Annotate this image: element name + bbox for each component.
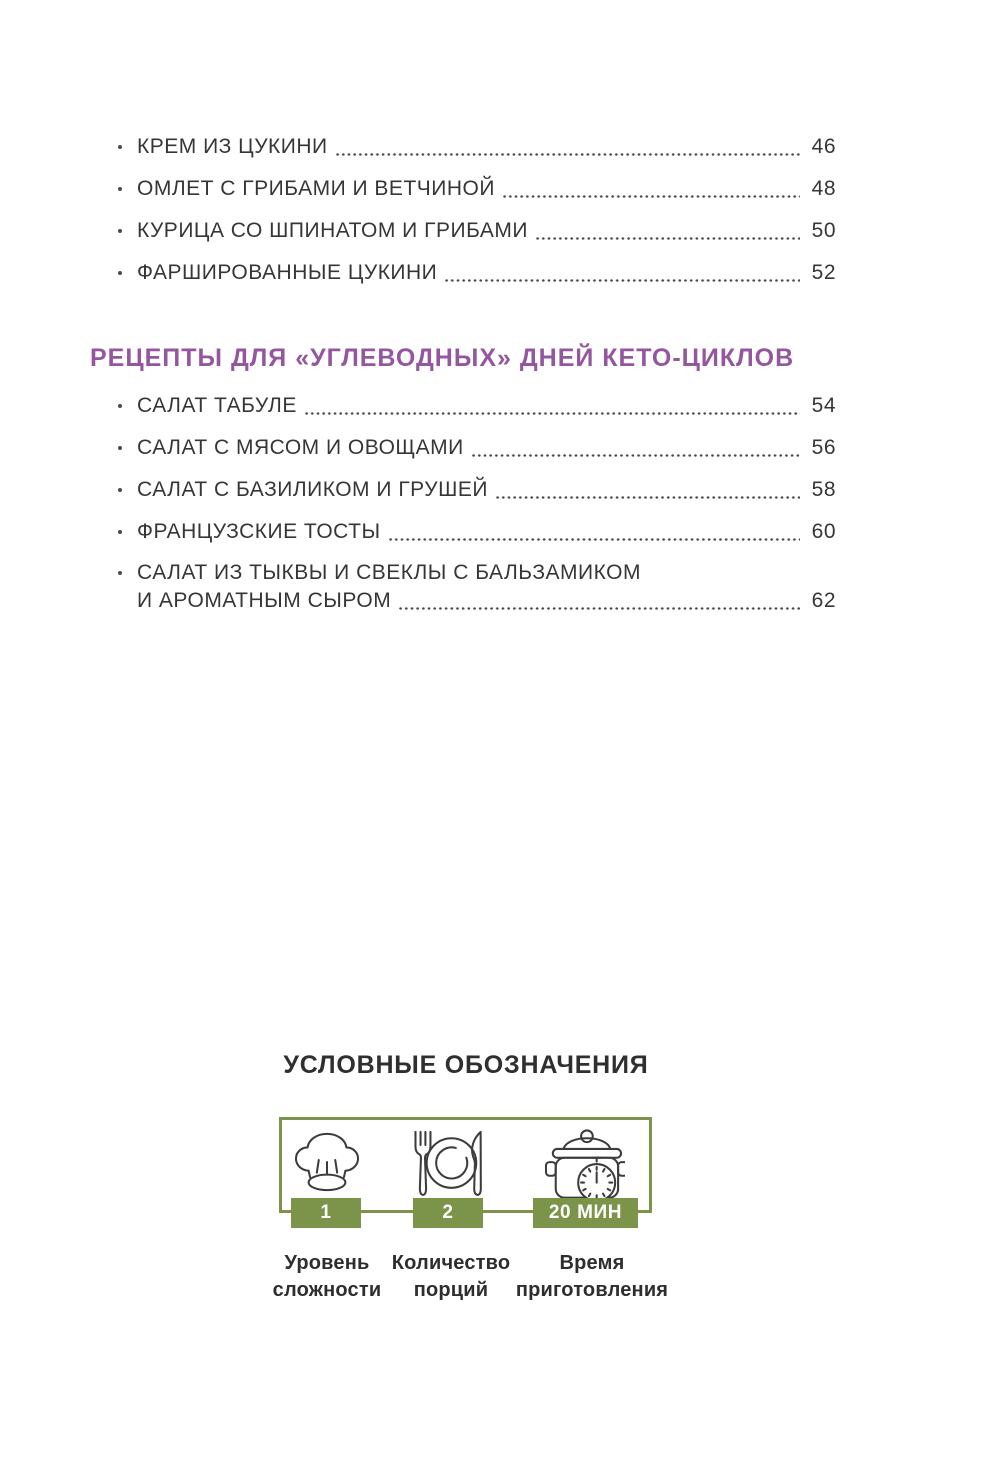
toc-item[interactable] xyxy=(118,168,836,210)
toc-item[interactable] xyxy=(118,587,836,615)
toc-item-title: И АРОМАТНЫМ СЫРОМ xyxy=(137,589,392,612)
toc-item-title: САЛАТ ТАБУЛЕ xyxy=(137,394,297,417)
toc-item-title: САЛАТ С МЯСОМ И ОВОЩАМИ xyxy=(137,436,464,459)
toc-item-page: 46 xyxy=(811,135,836,158)
legend-label-line: Количество xyxy=(391,1252,511,1274)
dotted-leader xyxy=(381,511,806,553)
bullet-icon xyxy=(118,488,137,492)
toc-item-title: ФРАНЦУЗСКИЕ ТОСТЫ xyxy=(137,520,381,543)
toc-item-title: ОМЛЕТ С ГРИБАМИ И ВЕТЧИНОЙ xyxy=(137,177,495,200)
toc-item[interactable] xyxy=(118,385,836,427)
toc-item[interactable] xyxy=(118,469,836,511)
toc-item-page: 54 xyxy=(811,394,836,417)
servings-badge xyxy=(413,1198,483,1228)
dotted-leader xyxy=(488,469,806,511)
servings-badge-value: 2 xyxy=(442,1202,454,1223)
bullet-icon xyxy=(118,187,137,191)
dotted-leader xyxy=(391,587,806,615)
toc-section-keto-recipes xyxy=(118,126,836,294)
toc-section-carb-day-recipes xyxy=(118,385,836,615)
legend-label-line: сложности xyxy=(272,1279,382,1301)
plate-cutlery-icon xyxy=(411,1128,489,1203)
time-badge xyxy=(533,1198,638,1228)
bullet-icon xyxy=(118,145,137,149)
toc-item[interactable] xyxy=(118,427,836,469)
toc-item-page: 48 xyxy=(811,177,836,200)
toc-item-page: 52 xyxy=(811,261,836,284)
toc-item-page: 50 xyxy=(811,219,836,242)
dotted-leader xyxy=(464,427,806,469)
difficulty-badge xyxy=(291,1198,361,1228)
legend-label-cooking-time xyxy=(482,1250,702,1304)
toc-item-page: 56 xyxy=(811,436,836,459)
time-badge-value: 20 МИН xyxy=(548,1202,623,1223)
dotted-leader xyxy=(495,168,806,210)
legend-heading: УСЛОВНЫЕ ОБОЗНАЧЕНИЯ xyxy=(283,1051,649,1079)
legend-label-line: порций xyxy=(413,1279,489,1301)
toc-item[interactable] xyxy=(118,210,836,252)
toc-item-page: 58 xyxy=(811,478,836,501)
bullet-icon xyxy=(118,229,137,233)
dotted-leader xyxy=(297,385,806,427)
bullet-icon xyxy=(118,530,137,534)
section-heading-carb-days: РЕЦЕПТЫ ДЛЯ «УГЛЕВОДНЫХ» ДНЕЙ КЕТО-ЦИКЛОВ xyxy=(90,344,795,372)
toc-item-title: САЛАТ С БАЗИЛИКОМ И ГРУШЕЙ xyxy=(137,478,488,501)
difficulty-badge-value: 1 xyxy=(320,1202,332,1223)
bullet-icon xyxy=(118,446,137,450)
dotted-leader xyxy=(328,126,806,168)
toc-item[interactable] xyxy=(118,559,836,587)
toc-item-page: 60 xyxy=(811,520,836,543)
dotted-leader xyxy=(437,252,806,294)
toc-item-title: САЛАТ ИЗ ТЫКВЫ И СВЕКЛЫ С БАЛЬЗАМИКОМ xyxy=(137,561,641,584)
bullet-icon xyxy=(118,271,137,275)
toc-item-title: ФАРШИРОВАННЫЕ ЦУКИНИ xyxy=(137,261,438,284)
bullet-icon xyxy=(118,571,137,575)
chef-hat-icon xyxy=(292,1130,362,1199)
toc-item-title: КРЕМ ИЗ ЦУКИНИ xyxy=(137,135,328,158)
toc-item[interactable] xyxy=(118,252,836,294)
toc-item[interactable] xyxy=(118,126,836,168)
toc-item-page: 62 xyxy=(811,589,836,612)
dotted-leader xyxy=(528,210,806,252)
legend-label-line: Время xyxy=(559,1252,625,1274)
toc-item-title: КУРИЦА СО ШПИНАТОМ И ГРИБАМИ xyxy=(137,219,528,242)
legend-label-line: приготовления xyxy=(515,1279,669,1301)
legend-label-line: Уровень xyxy=(284,1252,370,1274)
pot-timer-icon xyxy=(543,1128,625,1209)
bullet-icon xyxy=(118,404,137,408)
toc-item[interactable] xyxy=(118,511,836,553)
legend-box xyxy=(279,1117,652,1223)
